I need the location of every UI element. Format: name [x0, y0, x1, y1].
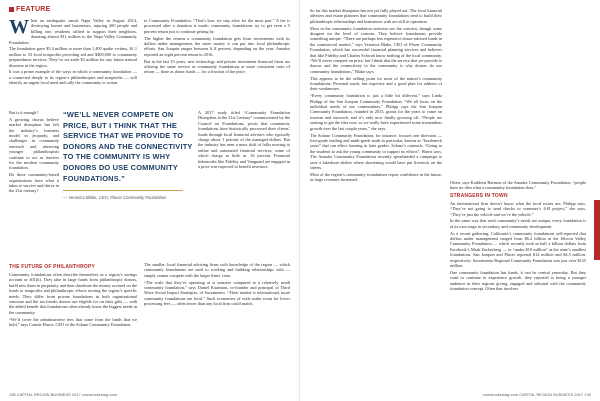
paragraph: The smaller, local financial advising firms with knowledge of the region — which community foundations are used to working and building relationships with — simply cannot compete with the larger firms’ rates.: [144, 262, 290, 278]
pullquote-attribution: — Veronica Blake, CEO, Placer Community Foundation: [63, 194, 167, 200]
section-label: [9, 6, 51, 13]
paragraph: Do these community-based organizations have what it takes to survive and thrive in the 21st century?: [9, 172, 59, 194]
paragraph: Most of the region’s community foundations report confidence in the future, as large revenues increased.: [310, 171, 442, 183]
paragraph: An international firm doesn’t know what the local issues are, Philipp says. “They’re not going to send checks to someone’s 4-H project,” she says. “They’re just the vehicle and we’re the vehicle.”: [450, 200, 586, 217]
paragraph: Often, says Kathleen Harmon of the Amador Community Foundation, “people have no idea what a community foundation does.”: [450, 180, 586, 191]
paragraph: This appears to be the selling point for most of the nation’s community foundations: Personal touch, but expertise and a good plan for address of their weaknesses.: [310, 75, 442, 92]
paragraph: In the same way that each community’s needs are unique, every foundation is at its own stage in secondary, and community development.: [450, 218, 586, 229]
paragraph: “Every community foundation is just a little bit different,” says Linda Philipp of the San Joaquin Community Foundation. “We all focus on the individual needs of our communities.” Philipp says the San Joaquin Community Foundation, founded in 2013, grants for the years to come on tourism and outreach, and it’s only now finally growing off. “People are starting to get the idea now, so we really have experienced some tremendous growth over the last couple years,” she says.: [310, 93, 442, 131]
pullquote: [63, 110, 194, 222]
paragraph: The higher the returns a community foundation gets from investments with its dollars under management, the more money it can put into local philanthropic efforts. San Joaquin ranges between 6–8 percent, depending on the year; Amador reported an eight percent return in 2016.: [144, 35, 290, 57]
subhead: STRANGERS IN TOWN: [450, 192, 508, 199]
paragraph: Most in the community foundation universe see the concern, though some disagree on the level of concern. They believe foundations provide something unique. “There are perhaps less expensive donor-advised funds in the commercial market,” says Veronica Blake, CEO of Placer Community Foundation, which has successful financial planning services and believes that like Fidelity and Charles Schwab know nothing of the local community. “We’ll never compete on price, but I think that the service that we provide to donors and the connectivity to the community is why donors do use community foundations,” Blake says.: [310, 25, 442, 74]
paragraph: The Solano Community Foundation, for instance, focuses one direction — first-grade reading and ninth-grade math in particular, known as “bottleneck years” that can affect learning in later grades. Solano’s outreach, “Going to the students to ask the young community to support its efforts”, Harris says. The Amador Community Foundation recently spearheaded a campaign to save a lakeshore shelter where shortening would have put livestock on the streets.: [310, 132, 442, 170]
paragraph: “We’d cover the administrative fees that come from the funds that we hold,” says Connie Harris, CEO of the Solano Community Foundation.: [9, 316, 137, 327]
paragraph: to Community Foundation. “That’s how we stay alive for the most part.” A fee is processed after a donation is made; community foundations try to get even a 5 percent return just to continue getting by.: [144, 18, 290, 34]
paragraph: A 2017 study titled “Community Foundation Disruption in the 21st Century” commissioned by the Council on Foundations, posits that community foundations have historically processed their clients’ funds through local financial advisers who typically charge about 1 percent of the managed dollars. But the industry has seen a mass shift of folks moving to online and automated financial services, some of which charge as little as .16 percent. Financial behemoths like Fidelity and Vanguard are engaged in a price war expected to benefit investors.: [198, 110, 290, 170]
folio-right: comstocksmag.com CAPITAL REGION BUSINESS 2017 139: [482, 393, 591, 397]
paragraph: Community foundations often describe themselves as a region’s savings account or 401(k). They take in large funds from philanthropic donors, build new them in perpetuity and then distribute the money accrued on the funds to nonprofits and philanthropic efforts serving the region’s specific needs. They differ from private foundations in both organizational structure and the tax breaks donors are eligible for on their gifts — with the added benefit that foundations often already know the biggest needs in the community.: [9, 271, 137, 315]
left-col2-top: [144, 18, 290, 110]
paragraph: A growing chorus believe market disruption has left the industry’s business model in jeopardy, and challenges in community outreach and attracting younger philanthropists continue to act as barriers for the modern community foundation.: [9, 116, 59, 171]
paragraph: The foundation gave $5.4 million to more than 1,400 quake victims, $1.1 million to 33 local nonprofits providing aid and $400,000 to community preparedness services. They’ve set aside $3 million for any future natural disasters in the region.: [9, 46, 137, 68]
paragraph: So far this market disruption has not yet fully played out. The local financial advisers and estate planners that community foundations tend to build their philanthropic relationships and businesses with are still in operation.: [310, 8, 442, 24]
paragraph: “The scale that they’re operating at is massive compared to a relatively small community foundation,” says Daniel Kaufman, co-founder and principal of Third Wave Social Impact Strategies, of Sacramento. “Their market is international, more community foundations are local.” Such economies of scale make room for lower processing fees — often lower than any local firm could match.: [144, 279, 290, 307]
subhead: THE FUTURE OF PHILANTHROPY: [9, 264, 96, 270]
left-col1-top: [9, 18, 137, 110]
paragraph: But in the last 15 years, new technology and private investment financial firms are offering the same service as community foundations at more consistent rates of return — done as donor funds — for a fraction of the price.: [144, 58, 290, 75]
intro-paragraph: When an earthquake struck Napa Valley in August 2014, destroying homes and businesses, injuring 200 people and killing one, residents rallied to support their neighbors, donating almost $11 million to the Napa Valley Community Foundation.: [9, 18, 137, 45]
left-col1-bottom: [9, 262, 137, 390]
right-col1: [310, 8, 442, 390]
left-col1-narrow: [9, 110, 59, 260]
paragraph: It was a prime example of the ways in which a community foundation — a connected deeply to its region’s philanthropies and nonprofits — will identify an urgent local need and rally the community to action.: [9, 69, 137, 86]
folio-left: 138 CAPITAL REGION BUSINESS 2017 comstocksmag.com: [9, 393, 118, 397]
right-col2: [450, 180, 586, 390]
section-title: FEATURE: [16, 6, 51, 13]
dropcap: W: [9, 18, 29, 38]
pullquote-text: “WE’LL NEVER COMPETE ON PRICE, BUT I THINK THAT THE SERVICE THAT WE PROVIDE TO DONORS AND THE CONNECTIVITY TO THE COMMUNITY IS WHY DONORS DO USE COMMUNITY FOUNDATIONS.”: [63, 110, 193, 183]
paragraph: But is it enough?: [9, 110, 39, 115]
paragraph: One community foundation has funds, it can be central yesterday. But they want to continue to experience growth, they reported to being a younger audience in their regions giving, engaged and onboard with the community foundation concept. Often that involves: [450, 269, 586, 291]
section-marker-icon: [9, 7, 14, 12]
left-col2-narrow: [198, 110, 290, 260]
right-page: [300, 0, 600, 401]
paragraph: As a recent gathering, California’s community foundations self-reported that dollars under management ranged from $6.2 billion at the Silicon Valley Community Foundation — which recently took in half a billion dollars from Facebook’s Mark Zuckerberg — to “under $10 million” at the state’s smallest foundations. San Joaquin and Placer reported $12 million and $4.5 million, respectively. Sacramento Regional Community Foundation was just over $125 million.: [450, 230, 586, 268]
left-col2-bottom: [144, 262, 290, 390]
side-tab: [594, 200, 600, 260]
pullquote-rule: [63, 190, 183, 191]
